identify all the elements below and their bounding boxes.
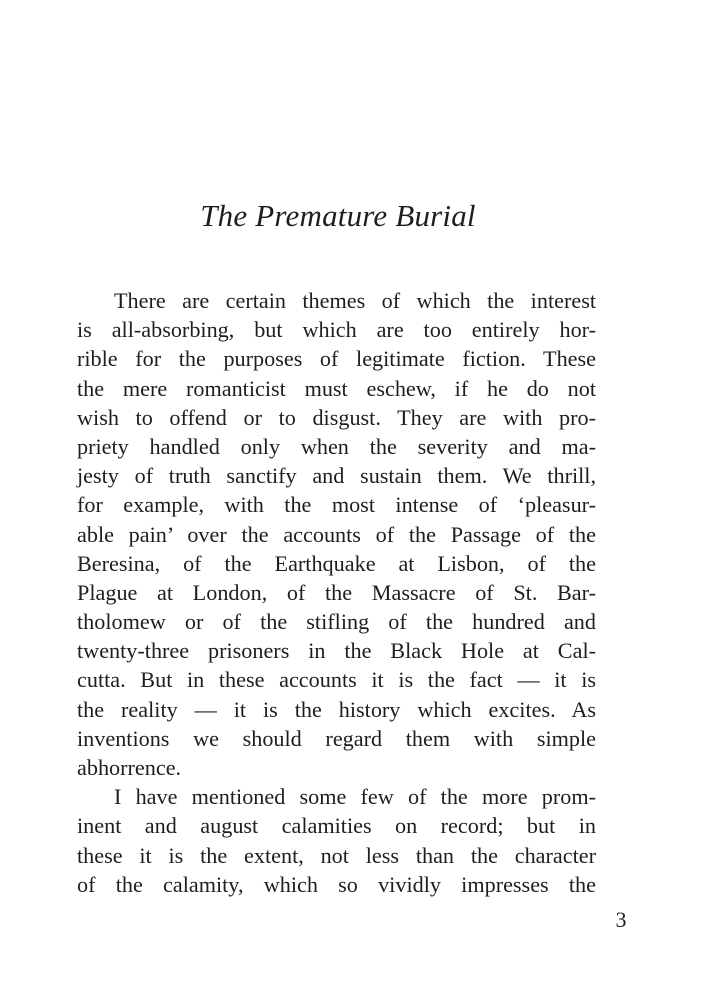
paragraph-1-line: inventions we should regard them with simple [77, 725, 596, 751]
chapter-title: The Premature Burial [200, 198, 476, 233]
paragraph-1-line: twenty-three prisoners in the Black Hole at Cal- [77, 638, 596, 664]
paragraph-1-line: rible for the purposes of legitimate fiction. These [77, 346, 596, 372]
paragraph-2-line: of the calamity, which so vividly impresses the [77, 871, 596, 897]
paragraph-2-line: inent and august calamities on record; but in [77, 813, 596, 839]
paragraph-2-line: I have mentioned some few of the more prom- [114, 784, 596, 810]
paragraph-1-line: wish to offend or to disgust. They are with pro- [77, 404, 596, 430]
paragraph-1-line: Plague at London, of the Massacre of St. Bar- [77, 579, 596, 605]
paragraph-1-line: for example, with the most intense of ‘pleasur- [77, 492, 596, 518]
paragraph-1-line: the mere romanticist must eschew, if he do not [77, 375, 596, 401]
paragraph-1-line: priety handled only when the severity and ma- [77, 433, 596, 459]
paragraph-1-line: jesty of truth sanctify and sustain them. We thrill, [77, 463, 596, 489]
paragraph-1-line: There are certain themes of which the interest [114, 288, 596, 313]
body-text [77, 286, 596, 899]
paragraph-1-line: tholomew or of the stifling of the hundred and [77, 609, 596, 635]
paragraph-1-line: Beresina, of the Earthquake at Lisbon, of the [77, 550, 596, 576]
paragraph-1-line: cutta. But in these accounts it is the fact — it is [77, 667, 596, 693]
paragraph-1-line: able pain’ over the accounts of the Passage of the [77, 521, 596, 547]
paragraph-1-line: is all-absorbing, but which are too entirely hor- [77, 317, 596, 343]
paragraph-1-line: the reality — it is the history which excites. As [77, 696, 596, 722]
page-number: 3 [615, 907, 627, 932]
paragraph-2-line: these it is the extent, not less than the character [77, 842, 596, 868]
paragraph-1-line: abhorrence. [77, 755, 182, 780]
